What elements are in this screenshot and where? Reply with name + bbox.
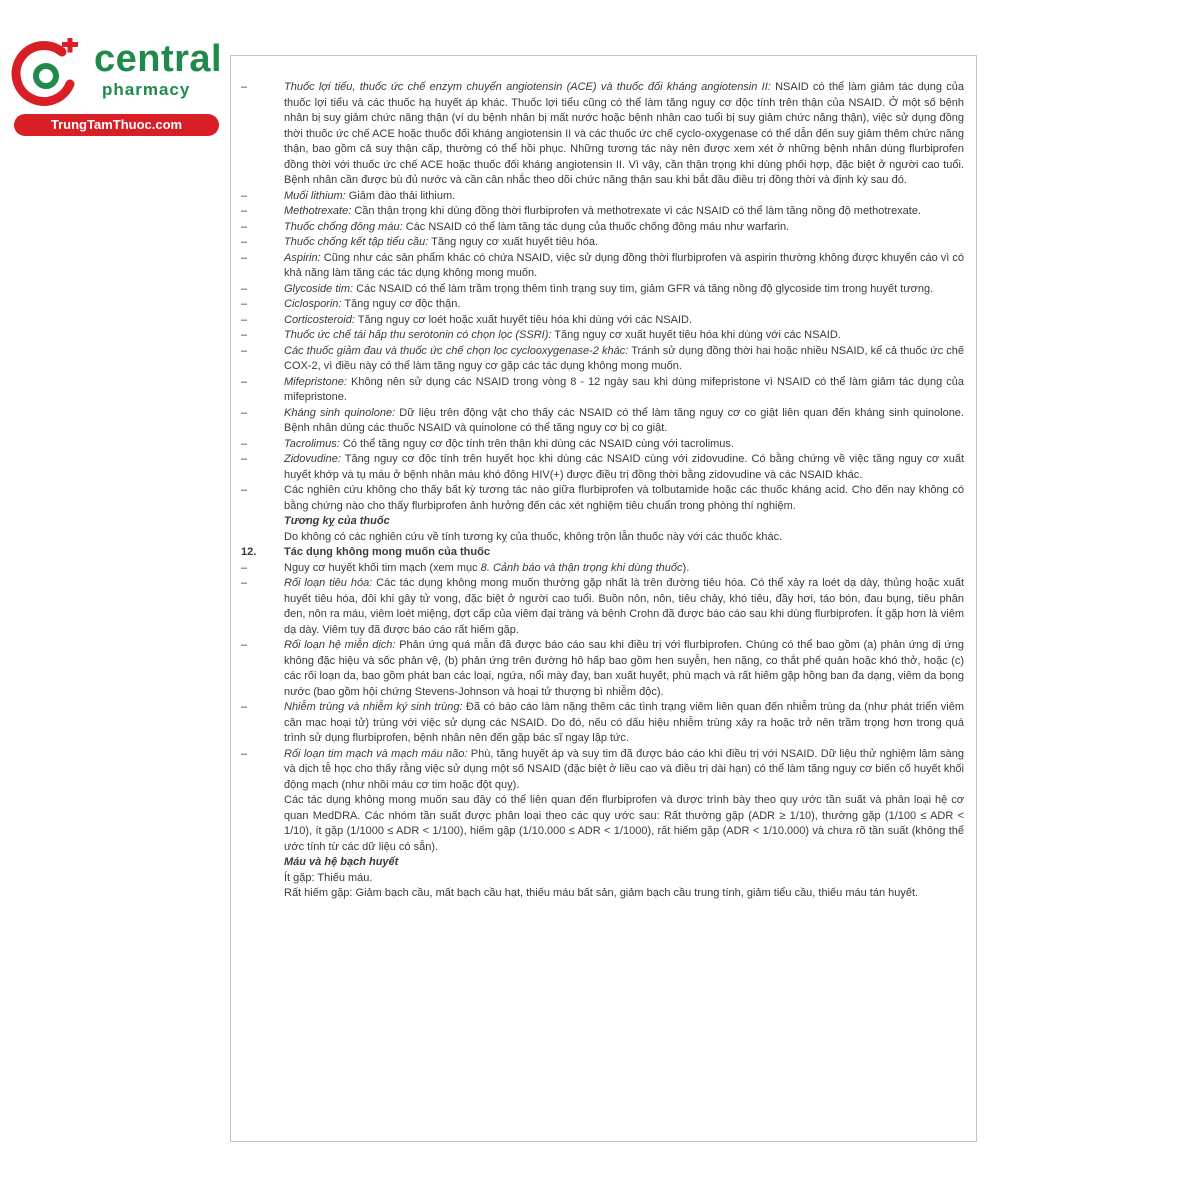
item-lead: Thuốc chống kết tập tiểu cầu: — [284, 236, 429, 248]
list-item — [241, 793, 964, 855]
list-item — [241, 204, 964, 220]
list-item — [241, 406, 964, 437]
section-heading — [241, 545, 964, 561]
list-item — [241, 437, 964, 453]
item-text — [284, 376, 964, 404]
list-item — [241, 313, 964, 329]
item-lead: Nhiễm trùng và nhiễm ký sinh trùng: — [284, 701, 463, 713]
item-body: Không nên sử dụng các NSAID trong vòng 8 - 12 ngày sau khi dùng mifepristone vì NSAID có thể làm giảm tác dụng của mifepristone. — [284, 375, 964, 403]
item-text — [284, 236, 598, 248]
list-marker: – — [241, 329, 248, 341]
item-text — [284, 577, 964, 636]
item-lead: Rối loạn hệ miễn dịch: — [284, 639, 396, 651]
list-marker: – — [241, 406, 248, 419]
item-lead: Methotrexate: — [284, 205, 352, 217]
list-item — [241, 530, 964, 546]
item-body: Dữ liệu trên động vật cho thấy các NSAID có thể làm tăng nguy cơ co giật liên quan đến kháng sinh quinolone. Bệnh nhân dùng các thuốc NSAID và quinolone có thể tăng nguy cơ bị co giật. — [284, 406, 964, 434]
item-body: Nguy cơ huyết khối tim mạch (xem mục — [284, 561, 481, 574]
item-body: Tăng nguy cơ độc thận. — [341, 298, 461, 310]
item-text — [284, 887, 918, 899]
item-text — [284, 515, 390, 527]
list-marker: – — [241, 561, 248, 574]
item-text — [284, 453, 964, 481]
item-text — [284, 856, 398, 868]
item-text — [284, 283, 933, 295]
item-body: Tăng nguy cơ loét hoặc xuất huyết tiêu hóa khi dùng với các NSAID. — [354, 313, 693, 326]
brand-name: central — [94, 38, 223, 80]
list-marker: – — [241, 453, 248, 465]
item-lead: Thuốc lợi tiểu, thuốc ức chế enzym chuyển angiotensin (ACE) và thuốc đối kháng angiotensin II: — [284, 81, 771, 93]
item-lead: Tacrolimus: — [284, 437, 340, 450]
item-lead: Thuốc chống đông máu: — [284, 220, 403, 233]
list-item — [241, 576, 964, 638]
item-lead: 8. Cảnh báo và thận trọng khi dùng thuốc — [480, 561, 683, 574]
item-text — [284, 205, 921, 217]
list-marker: – — [241, 189, 248, 202]
list-marker: – — [241, 484, 248, 496]
list-marker: – — [241, 639, 248, 651]
list-marker: – — [241, 375, 248, 388]
list-marker: 12. — [241, 546, 257, 558]
item-text — [284, 701, 964, 744]
list-marker: – — [241, 344, 248, 357]
list-item — [241, 235, 964, 251]
item-text — [284, 81, 964, 186]
item-body: Tác dụng không mong muốn của thuốc — [284, 546, 490, 558]
item-text — [284, 298, 460, 310]
list-marker: – — [241, 701, 248, 713]
item-lead: Glycoside tim: — [284, 282, 354, 295]
item-lead: Kháng sinh quinolone: — [284, 406, 396, 419]
subsection-heading — [241, 514, 964, 530]
item-lead: Mifepristone: — [284, 375, 347, 388]
list-item — [241, 452, 964, 483]
brand-subtitle: pharmacy — [102, 80, 191, 99]
item-lead: Các thuốc giảm đau và thuốc ức chế chọn lọc cyclooxygenase-2 khác: — [284, 344, 629, 357]
list-item — [241, 747, 964, 794]
item-body: Giảm đào thải lithium. — [345, 189, 456, 202]
item-text — [284, 562, 689, 574]
document-content — [241, 80, 964, 902]
list-item — [241, 871, 964, 887]
list-marker: – — [241, 220, 248, 233]
list-marker: – — [241, 747, 248, 760]
list-marker: – — [241, 298, 248, 310]
list-item — [241, 700, 964, 747]
item-text — [284, 639, 964, 698]
list-item — [241, 344, 964, 375]
item-body: Các NSAID có thể làm trầm trọng thêm tình trạng suy tim, giảm GFR và tăng nồng độ glycoside tim trong huyết tương. — [353, 282, 934, 295]
item-body: Các NSAID có thể làm tăng tác dụng của thuốc chống đông máu như warfarin. — [402, 220, 790, 233]
document-page — [230, 55, 977, 1142]
list-item — [241, 886, 964, 902]
item-text — [284, 484, 964, 512]
item-text — [284, 407, 964, 435]
item-body: Các nghiên cứu không cho thấy bất kỳ tương tác nào giữa flurbiprofen và tolbutamide hoặc các thuốc kháng acid. Cho đến nay không có bằng chứng nào cho thấy flurbiprofen ảnh hưởng đến các xét nghiệm tiêu chuẩn trong phòng thí nghiệm. — [284, 484, 964, 512]
item-lead: Rối loạn tiêu hóa: — [284, 577, 373, 589]
item-text — [284, 748, 964, 791]
list-marker: – — [241, 205, 248, 217]
list-item — [241, 282, 964, 298]
list-marker: – — [241, 437, 248, 450]
item-text — [284, 221, 789, 233]
item-text — [284, 252, 964, 280]
list-item — [241, 638, 964, 700]
item-text — [284, 345, 964, 373]
list-marker: – — [241, 251, 248, 264]
item-body: Có thể tăng nguy cơ độc tính trên thận khi dùng các NSAID cùng với tacrolimus. — [339, 437, 734, 450]
item-body: Cần thận trọng khi dùng đồng thời flurbiprofen và methotrexate vì các NSAID có thể làm tăng nồng độ methotrexate. — [351, 205, 922, 217]
item-body: Ít gặp: Thiếu máu. — [284, 871, 373, 884]
item-body: Rất hiếm gặp: Giảm bạch cầu, mất bạch cầu hạt, thiếu máu bất sản, giảm bạch cầu trung tính, giảm tiểu cầu, thiếu máu tán huyết. — [284, 887, 919, 899]
brand-logo — [10, 36, 223, 136]
list-marker: – — [241, 81, 248, 93]
list-item — [241, 80, 964, 189]
list-marker: – — [241, 282, 248, 295]
item-body: Tương kỵ của thuốc — [284, 515, 390, 527]
item-text — [284, 314, 692, 326]
item-text — [284, 794, 964, 853]
item-body: Máu và hệ bạch huyết — [284, 856, 399, 868]
item-lead: Zidovudine: — [284, 453, 341, 465]
item-text — [284, 190, 455, 202]
item-body: Tăng nguy cơ độc tính trên huyết học khi dùng các NSAID cùng với zidovudine. Có bằng chứng về việc tăng nguy cơ xuất huyết khớp và tụ máu ở bệnh nhân máu khó đông HIV(+) được điều trị đồng thời bằng zidovudine và các NSAID khác. — [284, 453, 964, 481]
item-lead: Thuốc ức chế tái hấp thu serotonin có chọn lọc (SSRI): — [284, 329, 552, 341]
subsection-heading — [241, 855, 964, 871]
item-text — [284, 546, 490, 558]
item-lead: Aspirin: — [284, 251, 321, 264]
item-body: Do không có các nghiên cứu về tính tương kỵ của thuốc, không trộn lẫn thuốc này với các thuốc khác. — [284, 530, 783, 543]
item-body: Các tác dụng không mong muốn sau đây có thể liên quan đến flurbiprofen và được trình bày theo quy ước tần suất và phân loại hệ cơ quan MedDRA. Các nhóm tần suất được phân loại theo các quy ước sau: Rất thường gặp (ADR ≥ 1/10), thường gặp (1/100 ≤ ADR < 1/10), ít gặp (1/1000 ≤ ADR < 1/100), hiếm gặp (1/10.000 ≤ ADR < 1/1000), rất hiếm gặp (ADR < 1/10.000) và chưa rõ tần suất (không thể ước tính từ các dữ liệu có sẵn). — [284, 794, 964, 853]
list-marker: – — [241, 313, 248, 326]
item-lead: Corticosteroid: — [284, 313, 355, 326]
central-pharmacy-logo-icon — [10, 38, 82, 110]
item-body: Phản ứng quá mẫn đã được báo cáo sau khi điều trị với flurbiprofen. Chúng có thể bao gồm (a) phản ứng dị ứng không đặc hiệu và sốc phản vệ, (b) phản ứng trên đường hô hấp bao gồm hen suyễn, hen nặng, co thắt phế quản hoặc khó thở, hoặc (c) các rối loạn da, bao gồm phát ban các loại, ngứa, nổi mày đay, ban xuất huyết, phù mạch và rất hiếm gặp hồng ban đa dạng, viêm da bọng nước (bao gồm hội chứng Stevens-Johnson và hoại tử thượng bì nhiễm độc). — [284, 639, 964, 698]
item-body: Tăng nguy cơ xuất huyết tiêu hóa khi dùng với các NSAID. — [551, 329, 841, 341]
item-lead: Muối lithium: — [284, 189, 346, 202]
list-item — [241, 483, 964, 514]
item-text — [284, 872, 372, 884]
item-body: Phù, tăng huyết áp và suy tim đã được báo cáo khi điều trị với NSAID. Dữ liệu thử nghiệm lâm sàng và dịch tễ học cho thấy rằng việc sử dụng một số NSAID (đặc biệt ở liều cao và điều trị dài hạn) có thể làm tăng nguy cơ biến cố huyết khối động mạch (như nhồi máu cơ tim hoặc đột quỵ). — [284, 747, 964, 791]
list-item — [241, 375, 964, 406]
item-body: Tránh sử dụng đồng thời hai hoặc nhiều NSAID, kể cả thuốc ức chế COX-2, vì điều này có thể làm tăng nguy cơ gặp các tác dụng không mong muốn. — [284, 344, 964, 372]
list-marker: – — [241, 577, 248, 589]
item-body: Các tác dụng không mong muốn thường gặp nhất là trên đường tiêu hóa. Có thể xảy ra loét dạ dày, thủng hoặc xuất huyết tiêu hóa, đôi khi gây tử vong, đặc biệt ở người cao tuổi. Buồn nôn, nôn, tiêu chảy, khó tiêu, đầy hơi, táo bón, đau bụng, tiêu phân đen, nôn ra máu, viêm loét miệng, đợt cấp của viêm đại tràng và bệnh Crohn đã được báo cáo sau khi dùng flurbiprofen. Ít gặp hơn là viêm dạ dày. Viêm tụy đã được báo cáo rất hiếm gặp. — [284, 577, 965, 636]
list-item — [241, 189, 964, 205]
list-item — [241, 297, 964, 313]
brand-website-link[interactable]: TrungTamThuoc.com — [14, 114, 219, 136]
item-body: ). — [682, 561, 690, 574]
list-marker: – — [241, 236, 248, 248]
item-lead: Ciclosporin: — [284, 298, 342, 310]
item-body: Cũng như các sản phẩm khác có chứa NSAID, việc sử dụng đồng thời flurbiprofen và aspirin thường không được khuyến cáo vì có khả năng làm tăng các tác dụng không mong muốn. — [284, 251, 964, 279]
list-item — [241, 220, 964, 236]
item-text — [284, 531, 782, 543]
list-item — [241, 328, 964, 344]
list-item — [241, 251, 964, 282]
item-lead: Rối loạn tim mạch và mạch máu não: — [284, 747, 468, 760]
list-item — [241, 561, 964, 577]
item-body: Tăng nguy cơ xuất huyết tiêu hóa. — [428, 236, 599, 248]
item-text — [284, 438, 734, 450]
item-body: Đã có báo cáo làm nặng thêm các tình trạng viêm liên quan đến nhiễm trùng da (như phát triển viêm cân mạc hoại tử) trùng với việc sử dụng các NSAID. Do đó, nếu có dấu hiệu nhiễm trùng xảy ra hoặc trở nên trầm trọng hơn trong quá trình sử dụng flurbiprofen, bệnh nhân nên đến gặp bác sĩ ngay lập tức. — [284, 701, 964, 744]
item-text — [284, 329, 841, 341]
item-body: NSAID có thể làm giảm tác dụng của thuốc lợi tiểu và các thuốc hạ huyết áp khác. Thuốc lợi tiểu cũng có thể làm tăng nguy cơ độc tính trên thận của NSAID. Ở một số bệnh nhân bị suy giảm chức năng thận (ví dụ bệnh nhân bị mất nước hoặc bệnh nhân cao tuổi bị suy giảm chức năng thận), việc sử dụng đồng thời thuốc ức chế ACE hoặc thuốc đối kháng angiotensin II và các thuốc ức chế cyclo-oxygenase có thể dẫn đến suy giảm thêm chức năng thận, bao gồm cả suy thận cấp, thường có thể hồi phục. Những tương tác này nên được xem xét ở những bệnh nhân dùng flurbiprofen đồng thời với thuốc ức chế ACE hoặc thuốc đối kháng angiotensin II. Vì vậy, cần thận trọng khi dùng phối hợp, đặc biệt ở người cao tuổi. Bệnh nhân cần được bù đủ nước và cần cân nhắc theo dõi chức năng thận sau khi bắt đầu điều trị đồng thời và định kỳ sau đó. — [284, 81, 964, 186]
